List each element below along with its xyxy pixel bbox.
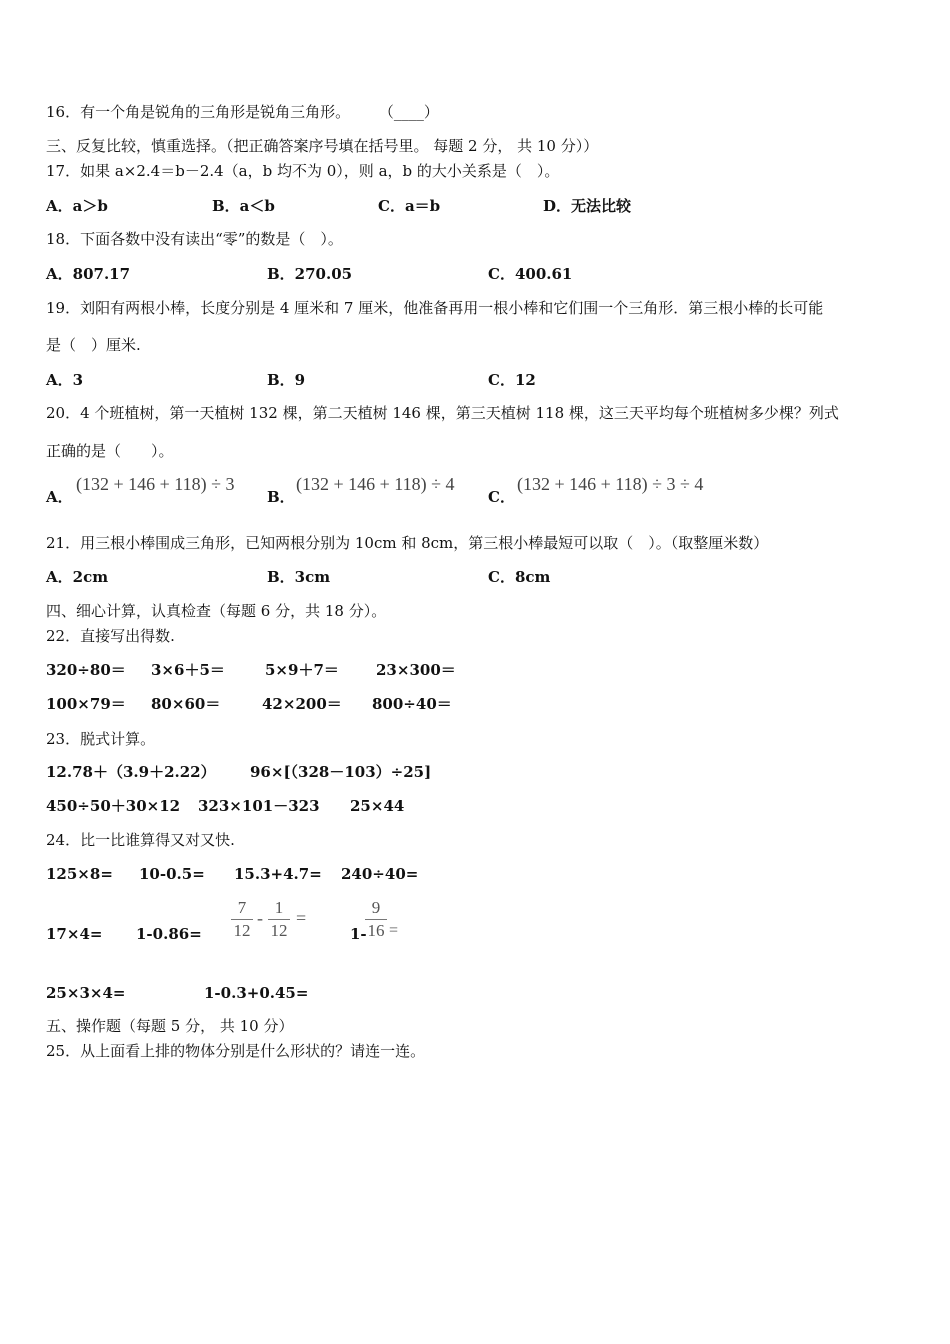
fraction-denominator: 12 [233, 921, 251, 940]
fraction-denominator: 12 [270, 921, 288, 940]
section-4-header: 四、细心计算，认真检查（每题 6 分，共 18 分）。 [46, 602, 387, 620]
q18-option-c: C．400.61 [488, 265, 573, 283]
q17-option-b: B．a＜b [212, 197, 275, 215]
q24-expr: 15.3+4.7= [234, 865, 322, 883]
q17-option-c: C．a＝b [378, 197, 441, 215]
q24-expr: 25×3×4= [46, 984, 126, 1002]
question-25-text: 25．从上面看上排的物体分别是什么形状的？请连一连。 [46, 1042, 426, 1060]
q17-option-d: D．无法比较 [543, 197, 632, 215]
fraction-numerator: 1 [274, 898, 284, 917]
q20-option-b-formula: (132 + 146 + 118) ÷ 4 [296, 474, 455, 494]
question-18-text: 18．下面各数中没有读出“零”的数是（ ）。 [46, 230, 343, 248]
q18-option-a: A．807.17 [46, 265, 131, 283]
q19-option-b: B．9 [267, 371, 306, 389]
equals-sign: = [296, 908, 307, 928]
q22-expr: 3×6＋5＝ [151, 661, 225, 679]
fraction-bar [268, 919, 290, 920]
q24-expr: 1-0.3+0.45= [204, 984, 309, 1002]
question-23-title: 23．脱式计算。 [46, 730, 156, 748]
question-22-title: 22．直接写出得数. [46, 627, 175, 645]
q23-expr: 96×[（328－103）÷25] [250, 763, 432, 781]
question-20-line1: 20．4 个班植树，第一天植树 132 棵，第二天植树 146 棵，第三天植树 118 棵，这三天平均每个班植树多少棵？列式 [46, 404, 839, 422]
q22-expr: 800÷40＝ [372, 695, 452, 713]
q22-expr: 100×79＝ [46, 695, 126, 713]
q22-expr: 320÷80＝ [46, 661, 126, 679]
question-17-text: 17．如果 a×2.4＝b－2.4（a，b 均不为 0），则 a，b 的大小关系是（ ）。 [46, 162, 560, 180]
q24-expr: 125×8= [46, 865, 113, 883]
q21-option-a: A．2cm [46, 568, 109, 586]
section-5-header: 五、操作题（每题 5 分， 共 10 分） [46, 1017, 294, 1035]
q24-expr: 1-0.86= [136, 925, 202, 943]
q18-option-b: B．270.05 [267, 265, 353, 283]
fraction-numerator: 9 [371, 898, 381, 917]
q23-expr: 25×44 [350, 797, 405, 815]
q24-expr: 10-0.5= [139, 865, 205, 883]
q24-expr: 240÷40= [341, 865, 419, 883]
q20-option-a-formula: (132 + 146 + 118) ÷ 3 [76, 474, 235, 494]
fraction-denominator: 16 [367, 921, 385, 940]
q24-expr: 17×4= [46, 925, 103, 943]
answer-blank: （____） [378, 103, 439, 121]
q20-option-c-formula: (132 + 146 + 118) ÷ 3 ÷ 4 [517, 474, 704, 494]
q23-expr: 12.78＋（3.9＋2.22） [46, 763, 216, 781]
question-24-title: 24．比一比谁算得又对又快. [46, 831, 235, 849]
question-21-text: 21．用三根小棒围成三角形，已知两根分别为 10cm 和 8cm，第三根小棒最短可以取（ ）。（取整厘米数） [46, 534, 769, 552]
q21-option-b: B．3cm [267, 568, 331, 586]
fraction-bar [231, 919, 253, 920]
question-20-line2: 正确的是（ ）。 [46, 442, 174, 460]
q20-option-c-label: C． [488, 488, 515, 506]
q23-expr: 450÷50＋30×12 [46, 797, 181, 815]
question-19-line2: 是（ ）厘米. [46, 336, 141, 354]
q22-expr: 80×60＝ [151, 695, 221, 713]
q20-option-b-label: B． [267, 488, 295, 506]
minus-sign: - [257, 908, 263, 928]
q17-option-a: A．a＞b [46, 197, 108, 215]
fraction-bar [365, 919, 387, 920]
fraction-numerator: 7 [237, 898, 247, 917]
question-19-line1: 19．刘阳有两根小棒，长度分别是 4 厘米和 7 厘米，他准备再用一根小棒和它们围一个三角形．第三根小棒的长可能 [46, 299, 824, 317]
fraction-9-16 [365, 898, 387, 941]
q19-option-c: C．12 [488, 371, 536, 389]
q22-expr: 5×9＋7＝ [265, 661, 339, 679]
q24-expr-prefix: 1- [350, 925, 367, 943]
q22-expr: 42×200＝ [262, 695, 342, 713]
q23-expr: 323×101－323 [198, 797, 320, 815]
q20-option-a-label: A． [46, 488, 73, 506]
q21-option-c: C．8cm [488, 568, 551, 586]
section-3-header: 三、反复比较，慎重选择。（把正确答案序号填在括号里。 每题 2 分， 共 10 分）） [46, 137, 599, 155]
question-16 [46, 102, 439, 122]
fraction-1-12 [268, 898, 290, 941]
fraction-7-12 [231, 898, 253, 941]
equals-sign: = [389, 922, 399, 939]
q19-option-a: A．3 [46, 371, 84, 389]
question-16-text: 16．有一个角是锐角的三角形是锐角三角形。 [46, 103, 351, 121]
q22-expr: 23×300＝ [376, 661, 456, 679]
